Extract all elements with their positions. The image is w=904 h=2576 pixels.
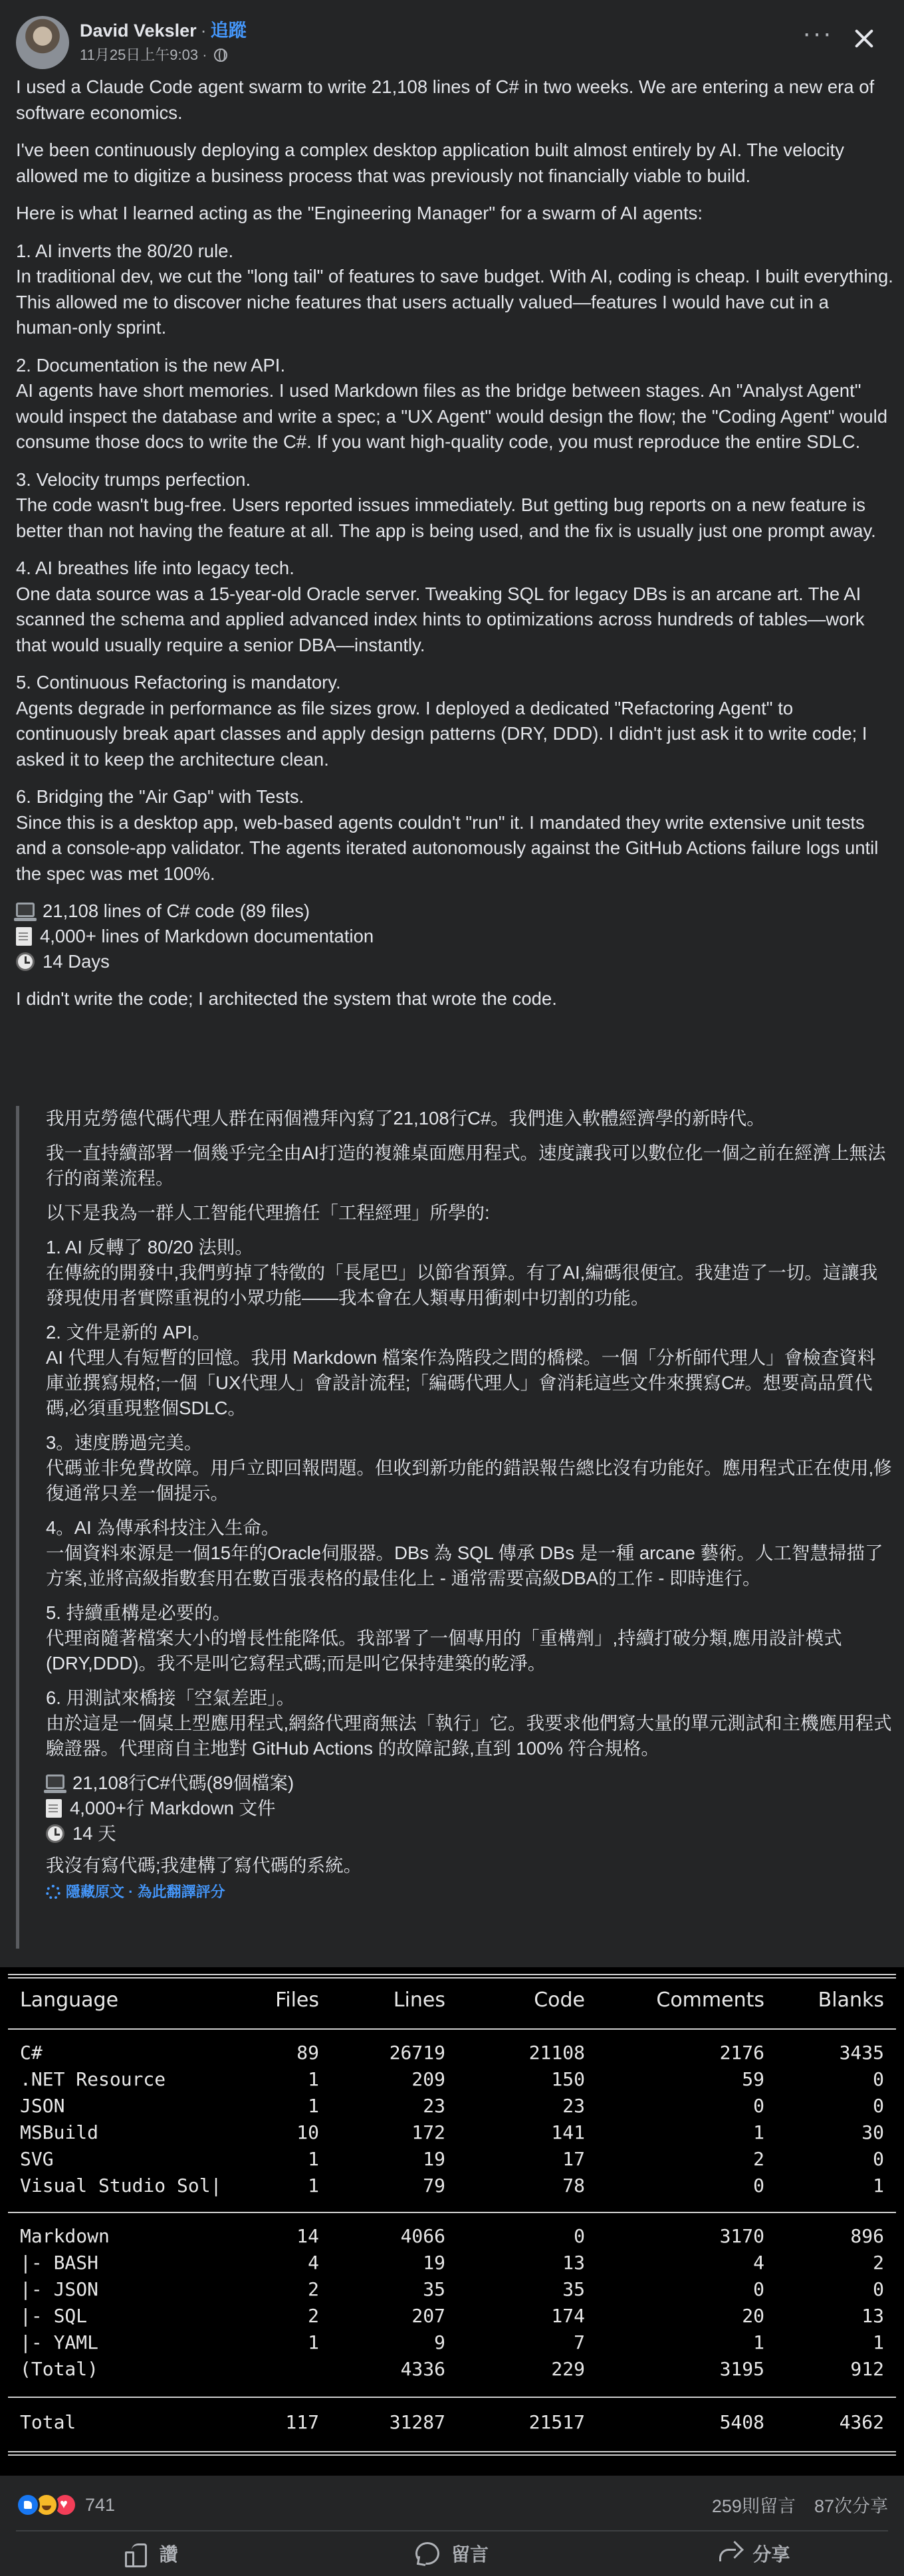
cell-lines: 19 — [423, 2148, 445, 2170]
post-stats — [16, 899, 893, 974]
laptop-icon — [16, 903, 35, 917]
cell-blanks: 0 — [873, 2095, 884, 2117]
translation-paragraph: 5. 持續重構是必要的。 代理商隨著檔案大小的增長性能降低。我部署了一個專用的「重構劑」,持續打破分類,應用設計模式(DRY,DDD)。我不是叫它寫程式碼;而是叫它保持建築的乾淨。 — [46, 1602, 842, 1673]
cell-lines: 35 — [423, 2278, 445, 2300]
cell-comments: 1 — [753, 2121, 764, 2143]
cell-language: C# — [20, 2042, 43, 2064]
comment-label: 留言 — [451, 2544, 489, 2565]
stat-line — [46, 1796, 893, 1821]
cell-code: 78 — [562, 2175, 585, 2197]
cell-comments: 0 — [753, 2278, 764, 2300]
post-footer — [0, 2476, 904, 2576]
like-button[interactable] — [0, 2533, 301, 2574]
stat-text: 14 天 — [72, 1823, 116, 1844]
post-paragraph: 4. AI breathes life into legacy tech. One data source was a 15-year-old Oracle server. Tweaking SQL for legacy DBs is an arcane art. The AI scanned the schema and applied advanced index hints to optimizations across hundreds of tables—work that would usually require a senior DBA—instantly. — [16, 558, 865, 655]
cell-files: 14 — [296, 2225, 319, 2247]
translation-links — [46, 1879, 893, 1905]
header-blanks: Blanks — [818, 1988, 884, 2012]
cell-blanks: 3435 — [839, 2042, 884, 2064]
stat-text: 14 Days — [43, 950, 110, 972]
share-arrow-icon — [717, 2542, 740, 2565]
post-timestamp-line — [80, 44, 227, 64]
cell-code: 21517 — [528, 2411, 585, 2433]
cell-files: 1 — [308, 2148, 319, 2170]
post-header — [0, 0, 904, 73]
table-row — [20, 2068, 884, 2095]
table-row — [20, 2121, 884, 2148]
cell-lines: 4336 — [400, 2358, 445, 2380]
cell-files: 2 — [308, 2278, 319, 2300]
cell-language: |- SQL — [20, 2305, 88, 2327]
post-body — [16, 74, 893, 1024]
follow-button[interactable]: 追蹤 — [210, 21, 247, 41]
cell-lines: 23 — [423, 2095, 445, 2117]
translation-paragraph: 1. AI 反轉了 80/20 法則。 在傳統的開發中,我們剪掉了特徵的「長尾巴」以節省預算。有了AI,編碼很便宜。我建造了一切。這讓我發現使用者實際重視的小眾功能——我本會在人類專用衝刺中切割的功能。 — [46, 1237, 878, 1308]
watch-icon — [46, 1824, 64, 1843]
cell-language: Total — [20, 2411, 76, 2433]
translation-stats — [46, 1771, 893, 1846]
cell-language: Visual Studio Sol| — [20, 2175, 222, 2197]
shares-count-link[interactable]: 87次分享 — [814, 2496, 888, 2516]
cell-lines: 172 — [411, 2121, 445, 2143]
table-row — [20, 2305, 884, 2331]
cell-blanks: 1 — [873, 2175, 884, 2197]
table-rule — [8, 2451, 896, 2456]
header-files: Files — [275, 1988, 319, 2012]
cell-files: 1 — [308, 2175, 319, 2197]
like-label: 讚 — [159, 2544, 178, 2565]
more-options-button[interactable]: ··· — [802, 19, 833, 48]
watch-icon — [16, 952, 35, 971]
action-bar — [0, 2533, 904, 2574]
translation-paragraph: 以下是我為一群人工智能代理擔任「工程經理」所學的: — [46, 1202, 490, 1223]
cell-files: 1 — [308, 2068, 319, 2090]
cell-blanks: 0 — [873, 2148, 884, 2170]
cell-code: 229 — [551, 2358, 585, 2380]
author-avatar[interactable] — [16, 16, 69, 69]
cell-code: 17 — [562, 2148, 585, 2170]
comments-count-link[interactable]: 259則留言 — [711, 2496, 796, 2516]
stat-text: 21,108行C#代碼(89個檔案) — [72, 1772, 294, 1793]
table-rule — [8, 1974, 896, 1979]
stat-text: 21,108 lines of C# code (89 files) — [43, 900, 310, 921]
header-comments: Comments — [656, 1988, 764, 2012]
cell-blanks: 1 — [873, 2331, 884, 2353]
author-name[interactable]: David Veksler — [80, 21, 197, 41]
stat-line — [16, 899, 893, 924]
cell-code: 150 — [551, 2068, 585, 2090]
cell-blanks: 4362 — [839, 2411, 884, 2433]
hide-original-link[interactable]: 隱藏原文 — [66, 1883, 125, 1900]
stat-text: 4,000+行 Markdown 文件 — [70, 1798, 276, 1818]
page-icon — [16, 927, 32, 946]
footer-divider — [16, 2530, 888, 2531]
cell-code: 7 — [574, 2331, 585, 2353]
reactions-summary[interactable] — [16, 2492, 115, 2518]
header-code: Code — [534, 1988, 585, 2012]
stat-line — [16, 949, 893, 974]
link-separator: · — [124, 1883, 138, 1900]
stat-text: 4,000+ lines of Markdown documentation — [40, 925, 374, 946]
cell-lines: 209 — [411, 2068, 445, 2090]
stat-line — [46, 1771, 893, 1796]
table-row — [20, 2225, 884, 2252]
translation-paragraph: 2. 文件是新的 API。 AI 代理人有短暫的回憶。我用 Markdown 檔案作為階段之間的橋樑。一個「分析師代理人」會檢查資料庫並撰寫規格;一個「UX代理人」會設計流程;「編碼代理人」會消耗這些文件來撰寫C#。想要高品質代碼,必須重現整個SDLC。 — [46, 1322, 876, 1418]
cell-code: 141 — [551, 2121, 585, 2143]
post-closing: I didn't write the code; I architected the system that wrote the code. — [16, 988, 557, 1009]
translation-paragraph: 6. 用測試來橋接「空氣差距」。 由於這是一個桌上型應用程式,網絡代理商無法「執行」它。我要求他們寫大量的單元測試和主機應用程式驗證器。代理商自主地對 GitHub Actions 的故障記錄,直到 100% 符合規格。 — [46, 1687, 892, 1759]
post-paragraph: Here is what I learned acting as the "Engineering Manager" for a swarm of AI agents: — [16, 203, 703, 223]
translation-paragraph: 3。速度勝過完美。 代碼並非免費故障。用戶立即回報問題。但收到新功能的錯誤報告總比沒有功能好。應用程式正在使用,修復通常只差一個提示。 — [46, 1432, 892, 1503]
header-language: Language — [20, 1988, 119, 2012]
cell-comments: 1 — [753, 2331, 764, 2353]
cell-files: 89 — [296, 2042, 319, 2064]
cell-blanks: 0 — [873, 2278, 884, 2300]
table-row — [20, 2175, 884, 2201]
cell-language: SVG — [20, 2148, 54, 2170]
translation-paragraph: 我用克勞德代碼代理人群在兩個禮拜內寫了21,108行C#。我們進入軟體經濟學的新時代。 — [46, 1108, 765, 1128]
cell-blanks: 2 — [873, 2252, 884, 2274]
table-rule — [8, 2397, 896, 2398]
cell-blanks: 30 — [861, 2121, 884, 2143]
table-rule — [8, 2212, 896, 2213]
close-icon[interactable] — [844, 19, 884, 58]
cell-comments: 0 — [753, 2175, 764, 2197]
post-paragraph: 5. Continuous Refactoring is mandatory. Agents degrade in performance as file sizes grow. I deployed a dedicated "Refactoring Agent" to continuously break apart classes and apply design patterns (DRY, DDD). I didn't just ask it to write code; I asked it to keep the architecture clean. — [16, 672, 867, 770]
table-row — [20, 2042, 884, 2068]
separator-dot: · — [200, 21, 207, 41]
laptop-icon — [46, 1774, 64, 1789]
cell-code: 13 — [562, 2252, 585, 2274]
cell-files: 2 — [308, 2305, 319, 2327]
cell-comments: 0 — [753, 2095, 764, 2117]
cell-lines: 79 — [423, 2175, 445, 2197]
cell-language: |- YAML — [20, 2331, 99, 2353]
cell-comments: 2176 — [719, 2042, 764, 2064]
stat-line — [46, 1821, 893, 1846]
cell-language: JSON — [20, 2095, 65, 2117]
stat-line — [16, 924, 893, 949]
post-paragraph: 6. Bridging the "Air Gap" with Tests. Since this is a desktop app, web-based agents couldn't "run" it. I mandated they write extensive unit tests and a console-app validator. The agents iterated autonomously against the GitHub Actions failure logs until the spec was met 100%. — [16, 786, 879, 884]
cell-files: 10 — [296, 2121, 319, 2143]
translation-paragraph: 我一直持續部署一個幾乎完全由AI打造的複雜桌面應用程式。速度讓我可以數位化一個之前在經濟上無法行的商業流程。 — [46, 1142, 886, 1188]
cloc-table-image[interactable] — [0, 1967, 904, 2476]
share-label: 分享 — [752, 2544, 790, 2565]
cell-lines: 26719 — [389, 2042, 445, 2064]
translation-closing: 我沒有寫代碼;我建構了寫代碼的系統。 — [46, 1855, 362, 1876]
cell-files: 1 — [308, 2095, 319, 2117]
cell-comments: 59 — [742, 2068, 764, 2090]
post-timestamp[interactable]: 11月25日上午9:03 — [80, 47, 199, 63]
post-paragraph: 1. AI inverts the 80/20 rule. In traditional dev, we cut the "long tail" of features to save budget. With AI, coding is cheap. I built everything. This allowed me to discover niche features that users actually valued—features I would have cut in a human-only sprint. — [16, 240, 893, 338]
table-row — [20, 2331, 884, 2358]
cell-blanks: 896 — [850, 2225, 884, 2247]
table-row — [20, 2278, 884, 2305]
cell-comments: 4 — [753, 2252, 764, 2274]
cell-lines: 31287 — [389, 2411, 445, 2433]
cell-blanks: 0 — [873, 2068, 884, 2090]
header-lines: Lines — [393, 1988, 445, 2012]
timestamp-separator: · — [202, 47, 207, 63]
page-icon — [46, 1799, 62, 1818]
post-paragraph: 2. Documentation is the new API. AI agents have short memories. I used Markdown files as the bridge between stages. An "Analyst Agent" would inspect the database and write a spec; a "UX Agent" would design the flow; the "Coding Agent" would consume those docs to write the C#. If you want high-quality code, you must reproduce the entire SDLC. — [16, 354, 887, 452]
table-row — [20, 2148, 884, 2175]
share-button[interactable] — [603, 2533, 904, 2574]
table-header-row — [20, 1988, 884, 2015]
table-total-row — [20, 2411, 884, 2438]
cell-language: |- BASH — [20, 2252, 99, 2274]
engagement-counts — [712, 2492, 888, 2518]
cell-language: Markdown — [20, 2225, 110, 2247]
comment-bubble-icon — [415, 2542, 439, 2565]
post-paragraph: I've been continuously deploying a complex desktop application built almost entirely by AI. The velocity allowed me to digitize a business process that was previously not financially viable to build. — [16, 140, 845, 186]
reaction-count: 741 — [85, 2494, 116, 2515]
cell-language: (Total) — [20, 2358, 99, 2380]
cell-code: 0 — [574, 2225, 585, 2247]
cell-code: 174 — [551, 2305, 585, 2327]
cell-comments: 5408 — [719, 2411, 764, 2433]
cell-language: .NET Resource — [20, 2068, 166, 2090]
translation-paragraph: 4。AI 為傳承科技注入生命。 一個資料來源是一個15年的Oracle伺服器。DBs 為 SQL 傳承 DBs 是一種 arcane 藝術。人工智慧掃描了方案,並將高級指數套用在數百張表格的最佳化上 - 通常需要高級DBA的工作 - 即時進行。 — [46, 1517, 883, 1588]
cell-blanks: 912 — [850, 2358, 884, 2380]
translate-gear-icon — [46, 1885, 60, 1899]
rate-translation-link[interactable]: 為此翻譯評分 — [137, 1883, 225, 1900]
cell-code: 21108 — [528, 2042, 585, 2064]
cell-comments: 2 — [753, 2148, 764, 2170]
cell-language: MSBuild — [20, 2121, 99, 2143]
like-reaction-icon — [16, 2493, 40, 2517]
table-row — [20, 2252, 884, 2278]
cell-lines: 9 — [434, 2331, 445, 2353]
cell-code: 23 — [562, 2095, 585, 2117]
translation-block — [16, 1106, 893, 1949]
thumb-up-icon — [124, 2542, 148, 2565]
cell-comments: 20 — [742, 2305, 764, 2327]
table-row — [20, 2358, 884, 2385]
cell-lines: 4066 — [400, 2225, 445, 2247]
post-paragraph: 3. Velocity trumps perfection. The code wasn't bug-free. Users reported issues immediately. But getting bug reports on a new feature is better than not having the feature at all. The app is being used, and the fix is usually just one prompt away. — [16, 469, 876, 541]
cell-code: 35 — [562, 2278, 585, 2300]
cell-comments: 3170 — [719, 2225, 764, 2247]
cell-comments: 3195 — [719, 2358, 764, 2380]
cell-files: 4 — [308, 2252, 319, 2274]
public-globe-icon — [214, 49, 227, 62]
cell-files: 1 — [308, 2331, 319, 2353]
comment-button[interactable] — [301, 2533, 602, 2574]
author-line — [80, 16, 247, 42]
post-paragraph: I used a Claude Code agent swarm to write 21,108 lines of C# in two weeks. We are entering a new era of software economics. — [16, 76, 875, 123]
table-rule — [8, 2028, 896, 2030]
cell-blanks: 13 — [861, 2305, 884, 2327]
cell-language: |- JSON — [20, 2278, 99, 2300]
cell-files: 117 — [285, 2411, 319, 2433]
table-row — [20, 2095, 884, 2121]
cell-lines: 207 — [411, 2305, 445, 2327]
cell-lines: 19 — [423, 2252, 445, 2274]
